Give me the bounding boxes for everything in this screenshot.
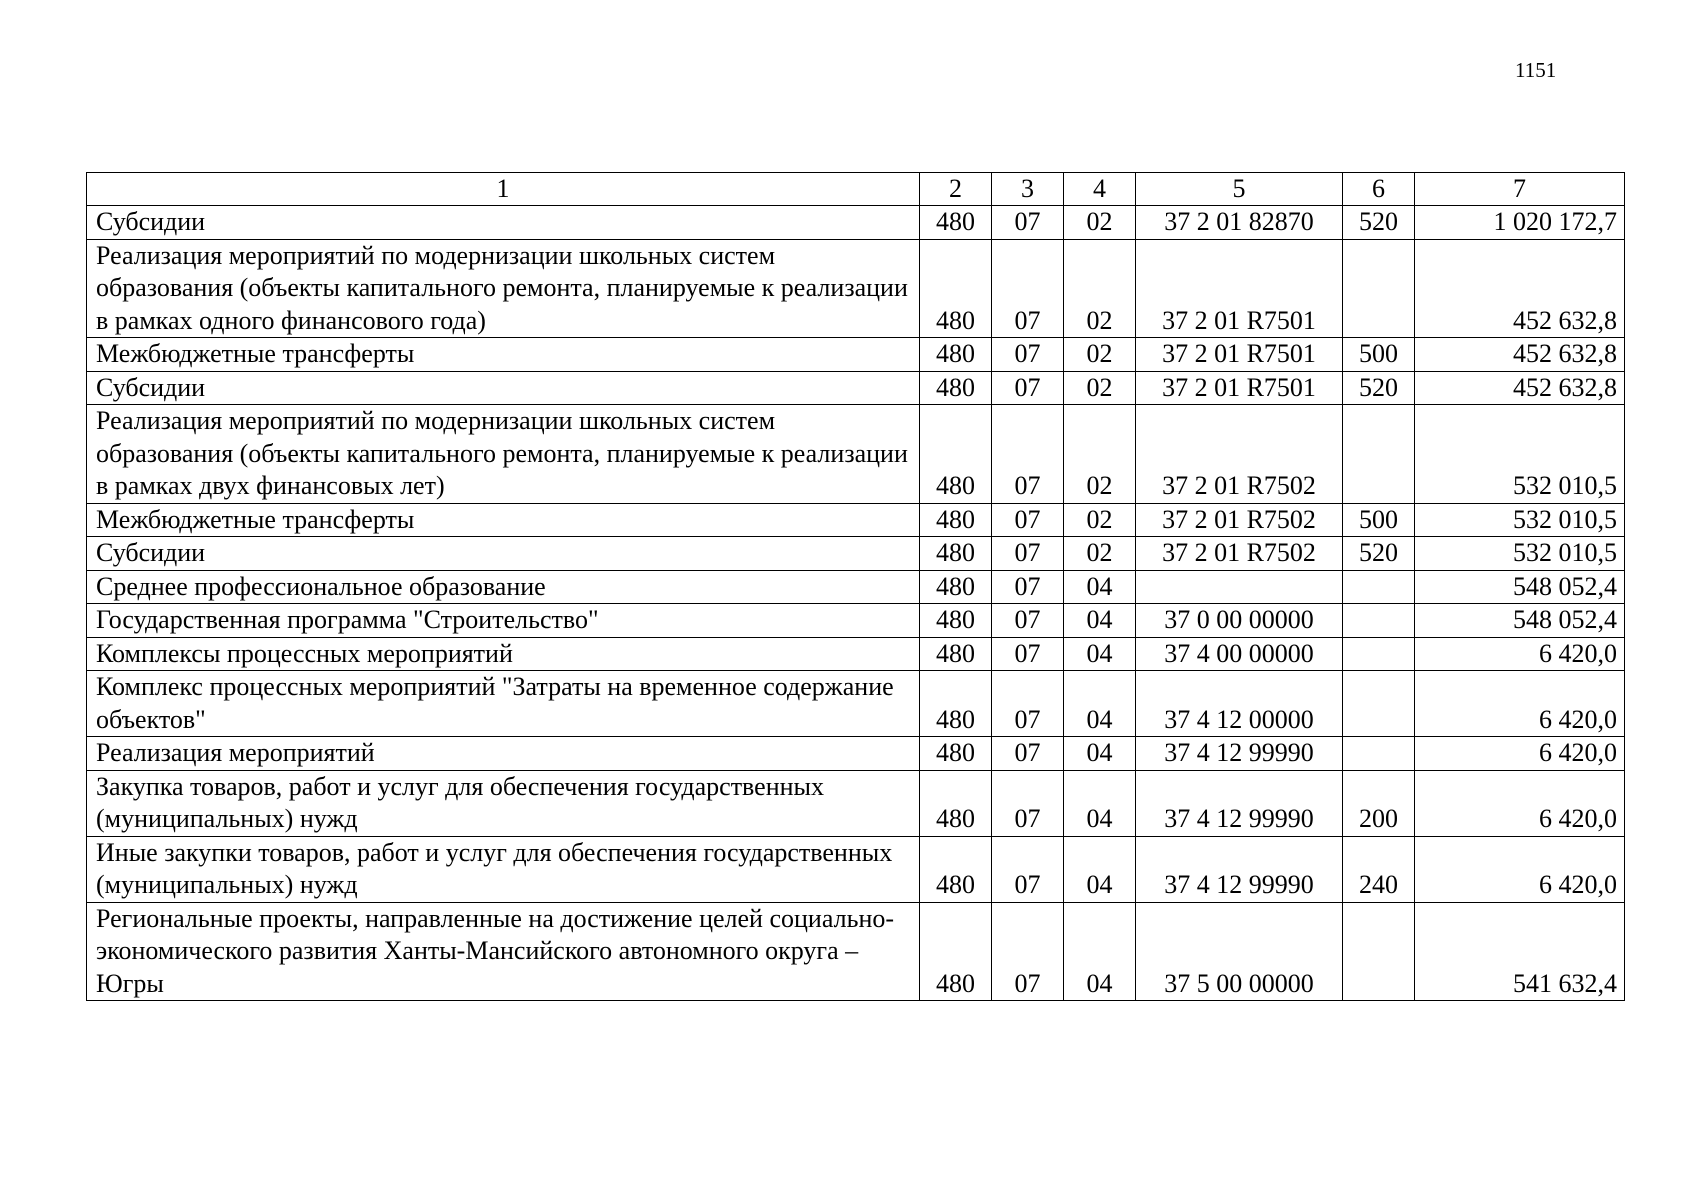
table-row — [87, 836, 1625, 902]
row-amount-cell: 532 010,5 — [1415, 405, 1625, 504]
row-amount-cell: 452 632,8 — [1415, 338, 1625, 372]
row-code-3-cell: 07 — [992, 371, 1064, 405]
row-name-cell: Субсидии — [87, 206, 920, 240]
row-code-5-cell: 37 2 01 R7501 — [1136, 338, 1343, 372]
table-row — [87, 206, 1625, 240]
row-name-cell: Реализация мероприятий по модернизации школьных систем образования (объекты капитального ремонта, планируемые к реализации в рамках двух финансовых лет) — [87, 405, 920, 504]
row-code-6-cell — [1343, 405, 1415, 504]
row-code-5-cell: 37 4 12 00000 — [1136, 671, 1343, 737]
row-code-6-cell — [1343, 570, 1415, 604]
row-code-6-cell: 500 — [1343, 338, 1415, 372]
page-number: 1151 — [1515, 58, 1557, 82]
row-name-cell: Субсидии — [87, 371, 920, 405]
row-code-3-cell: 07 — [992, 836, 1064, 902]
table-row — [87, 737, 1625, 771]
row-name-cell: Комплекс процессных мероприятий "Затраты на временное содержание объектов" — [87, 671, 920, 737]
row-code-5-cell: 37 2 01 R7502 — [1136, 537, 1343, 571]
row-code-2-cell: 480 — [920, 570, 992, 604]
table-row — [87, 503, 1625, 537]
row-name-cell: Субсидии — [87, 537, 920, 571]
budget-table — [86, 172, 1625, 1001]
table-row — [87, 405, 1625, 504]
row-amount-cell: 452 632,8 — [1415, 239, 1625, 338]
row-amount-cell: 6 420,0 — [1415, 836, 1625, 902]
row-code-6-cell: 520 — [1343, 537, 1415, 571]
row-code-4-cell: 04 — [1064, 604, 1136, 638]
column-header: 6 — [1343, 173, 1415, 206]
row-code-6-cell — [1343, 737, 1415, 771]
row-code-6-cell: 500 — [1343, 503, 1415, 537]
row-code-6-cell: 200 — [1343, 770, 1415, 836]
row-code-6-cell: 520 — [1343, 371, 1415, 405]
table-row — [87, 637, 1625, 671]
row-code-3-cell: 07 — [992, 570, 1064, 604]
row-amount-cell: 532 010,5 — [1415, 537, 1625, 571]
row-code-5-cell: 37 2 01 R7501 — [1136, 371, 1343, 405]
row-name-cell: Закупка товаров, работ и услуг для обеспечения государственных (муниципальных) нужд — [87, 770, 920, 836]
row-code-5-cell: 37 2 01 R7502 — [1136, 405, 1343, 504]
row-name-cell: Государственная программа "Строительство" — [87, 604, 920, 638]
row-code-6-cell: 520 — [1343, 206, 1415, 240]
row-code-4-cell: 04 — [1064, 671, 1136, 737]
row-code-4-cell: 04 — [1064, 902, 1136, 1001]
row-code-5-cell — [1136, 570, 1343, 604]
column-header: 1 — [87, 173, 920, 206]
row-code-6-cell — [1343, 637, 1415, 671]
row-code-6-cell: 240 — [1343, 836, 1415, 902]
row-code-4-cell: 04 — [1064, 570, 1136, 604]
row-code-4-cell: 04 — [1064, 737, 1136, 771]
row-code-3-cell: 07 — [992, 637, 1064, 671]
row-code-4-cell: 02 — [1064, 206, 1136, 240]
row-code-5-cell: 37 4 00 00000 — [1136, 637, 1343, 671]
row-code-2-cell: 480 — [920, 836, 992, 902]
row-code-4-cell: 04 — [1064, 836, 1136, 902]
row-code-2-cell: 480 — [920, 737, 992, 771]
table-row — [87, 671, 1625, 737]
row-code-4-cell: 04 — [1064, 770, 1136, 836]
row-code-6-cell — [1343, 902, 1415, 1001]
row-code-4-cell: 04 — [1064, 637, 1136, 671]
row-code-4-cell: 02 — [1064, 371, 1136, 405]
row-code-6-cell — [1343, 604, 1415, 638]
table-body — [87, 206, 1625, 1001]
row-code-4-cell: 02 — [1064, 239, 1136, 338]
row-code-3-cell: 07 — [992, 770, 1064, 836]
row-code-3-cell: 07 — [992, 902, 1064, 1001]
row-code-2-cell: 480 — [920, 637, 992, 671]
row-code-3-cell: 07 — [992, 338, 1064, 372]
row-code-2-cell: 480 — [920, 405, 992, 504]
row-amount-cell: 1 020 172,7 — [1415, 206, 1625, 240]
row-name-cell: Среднее профессиональное образование — [87, 570, 920, 604]
row-code-5-cell: 37 2 01 82870 — [1136, 206, 1343, 240]
row-code-5-cell: 37 5 00 00000 — [1136, 902, 1343, 1001]
table-row — [87, 338, 1625, 372]
row-code-2-cell: 480 — [920, 770, 992, 836]
row-code-3-cell: 07 — [992, 671, 1064, 737]
row-code-2-cell: 480 — [920, 537, 992, 571]
row-code-2-cell: 480 — [920, 604, 992, 638]
row-amount-cell: 6 420,0 — [1415, 671, 1625, 737]
row-code-3-cell: 07 — [992, 206, 1064, 240]
row-code-2-cell: 480 — [920, 239, 992, 338]
row-code-5-cell: 37 2 01 R7501 — [1136, 239, 1343, 338]
row-amount-cell: 548 052,4 — [1415, 604, 1625, 638]
column-header: 3 — [992, 173, 1064, 206]
row-code-2-cell: 480 — [920, 371, 992, 405]
row-amount-cell: 532 010,5 — [1415, 503, 1625, 537]
table-row — [87, 902, 1625, 1001]
row-name-cell: Межбюджетные трансферты — [87, 338, 920, 372]
row-code-5-cell: 37 2 01 R7502 — [1136, 503, 1343, 537]
row-name-cell: Комплексы процессных мероприятий — [87, 637, 920, 671]
table-row — [87, 239, 1625, 338]
row-code-2-cell: 480 — [920, 206, 992, 240]
row-code-5-cell: 37 4 12 99990 — [1136, 836, 1343, 902]
row-code-6-cell — [1343, 671, 1415, 737]
row-name-cell: Иные закупки товаров, работ и услуг для обеспечения государственных (муниципальных) нужд — [87, 836, 920, 902]
row-amount-cell: 6 420,0 — [1415, 770, 1625, 836]
table-row — [87, 537, 1625, 571]
table-row — [87, 770, 1625, 836]
table-row — [87, 604, 1625, 638]
row-amount-cell: 548 052,4 — [1415, 570, 1625, 604]
row-code-3-cell: 07 — [992, 503, 1064, 537]
row-code-2-cell: 480 — [920, 671, 992, 737]
row-amount-cell: 541 632,4 — [1415, 902, 1625, 1001]
row-code-3-cell: 07 — [992, 405, 1064, 504]
column-header: 5 — [1136, 173, 1343, 206]
row-code-4-cell: 02 — [1064, 537, 1136, 571]
row-code-4-cell: 02 — [1064, 338, 1136, 372]
row-code-2-cell: 480 — [920, 902, 992, 1001]
row-code-2-cell: 480 — [920, 338, 992, 372]
row-code-5-cell: 37 0 00 00000 — [1136, 604, 1343, 638]
row-code-5-cell: 37 4 12 99990 — [1136, 770, 1343, 836]
row-name-cell: Региональные проекты, направленные на достижение целей социально-экономического развития Ханты-Мансийского автономного округа – Югры — [87, 902, 920, 1001]
table-row — [87, 371, 1625, 405]
row-name-cell: Межбюджетные трансферты — [87, 503, 920, 537]
row-amount-cell: 6 420,0 — [1415, 737, 1625, 771]
row-code-4-cell: 02 — [1064, 405, 1136, 504]
row-code-3-cell: 07 — [992, 239, 1064, 338]
row-code-6-cell — [1343, 239, 1415, 338]
row-amount-cell: 452 632,8 — [1415, 371, 1625, 405]
column-header: 7 — [1415, 173, 1625, 206]
row-code-3-cell: 07 — [992, 537, 1064, 571]
column-header: 4 — [1064, 173, 1136, 206]
row-code-3-cell: 07 — [992, 737, 1064, 771]
row-amount-cell: 6 420,0 — [1415, 637, 1625, 671]
row-code-3-cell: 07 — [992, 604, 1064, 638]
table-row — [87, 570, 1625, 604]
table-header-row — [87, 173, 1625, 206]
row-code-2-cell: 480 — [920, 503, 992, 537]
row-name-cell: Реализация мероприятий — [87, 737, 920, 771]
row-code-4-cell: 02 — [1064, 503, 1136, 537]
row-name-cell: Реализация мероприятий по модернизации школьных систем образования (объекты капитального ремонта, планируемые к реализации в рамках одного финансового года) — [87, 239, 920, 338]
row-code-5-cell: 37 4 12 99990 — [1136, 737, 1343, 771]
column-header: 2 — [920, 173, 992, 206]
